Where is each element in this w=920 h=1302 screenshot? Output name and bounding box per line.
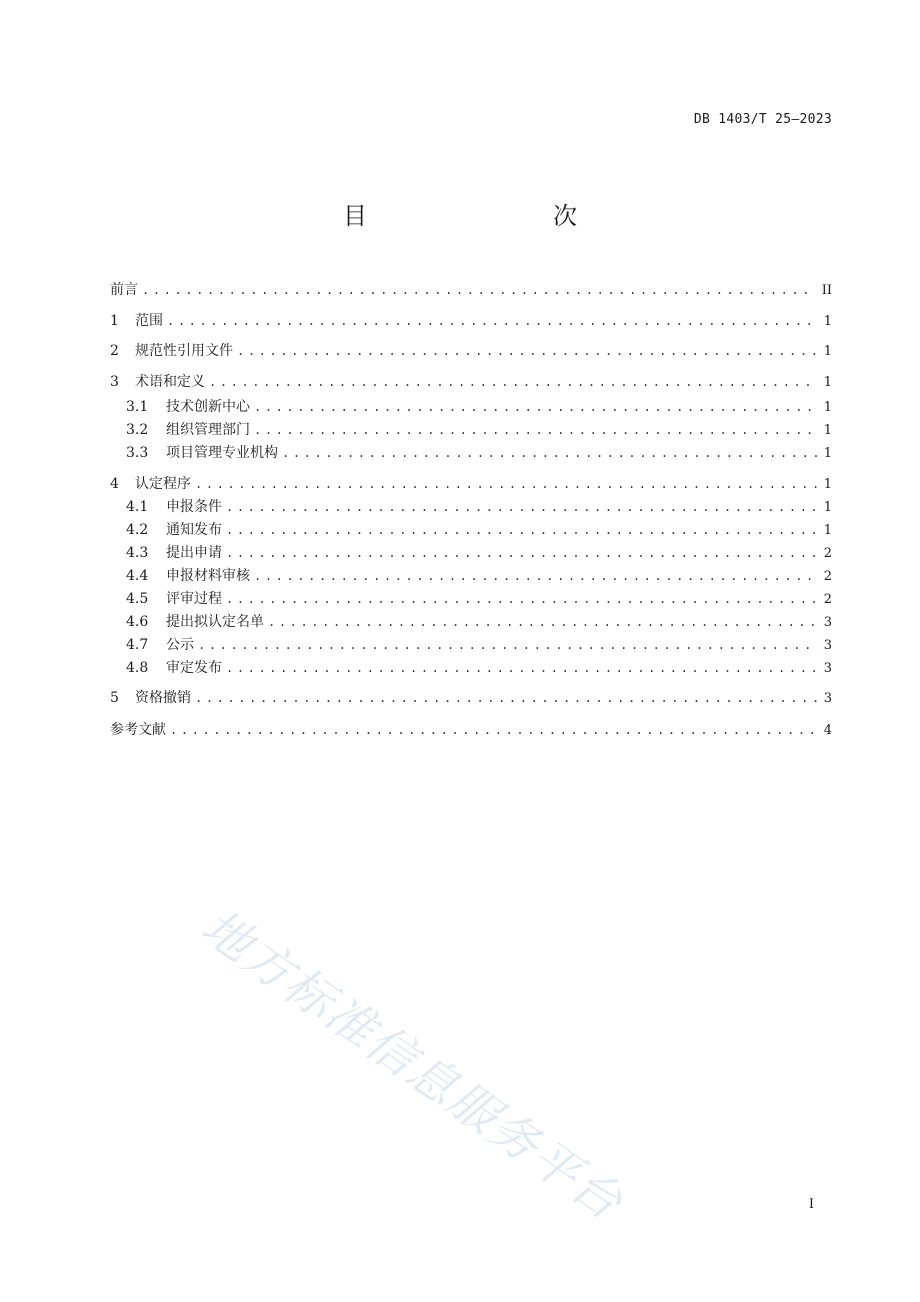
toc-dot-leader: [226, 543, 818, 563]
toc-entry-page: 4: [823, 723, 832, 738]
toc-entry-label: 评审过程: [166, 591, 222, 607]
toc-dot-leader: [282, 443, 818, 463]
page-number: I: [808, 1197, 814, 1212]
toc-entry-number: 5: [110, 690, 119, 706]
toc-entry-page: 3: [823, 691, 832, 706]
toc-entry-label: 审定发布: [166, 660, 222, 676]
toc-entry[interactable]: [126, 443, 832, 463]
toc-entry-page: 1: [823, 400, 832, 415]
toc-entry-page: 1: [823, 446, 832, 461]
toc-entry[interactable]: [126, 635, 832, 655]
toc-dot-leader: [226, 589, 818, 609]
toc-entry-number: 4.1: [126, 499, 149, 515]
toc-entry[interactable]: [126, 612, 832, 632]
toc-dot-leader: [209, 372, 818, 392]
toc-dot-leader: [237, 341, 818, 361]
toc-dot-leader: [142, 280, 816, 300]
toc-entry-label: 申报材料审核: [166, 568, 250, 584]
toc-entry[interactable]: [126, 589, 832, 609]
toc-entry-number: 4.4: [126, 568, 149, 584]
toc-dot-leader: [254, 566, 818, 586]
toc-entry-page: 2: [823, 592, 832, 607]
toc-entry-label: 技术创新中心: [166, 399, 250, 415]
toc-entry-number: 3.3: [126, 445, 149, 461]
toc-entry[interactable]: [126, 566, 832, 586]
toc-dot-leader: [198, 635, 818, 655]
toc-entry-label: 前言: [110, 282, 138, 298]
toc-entry-number: 4.8: [126, 660, 149, 676]
toc-entry-number: 4: [110, 476, 119, 492]
toc-entry-number: 3.2: [126, 422, 149, 438]
toc-entry-page: 2: [823, 546, 832, 561]
page-title: 目 次: [343, 202, 623, 230]
toc-entry-page: II: [821, 283, 832, 298]
toc-dot-leader: [195, 474, 818, 494]
toc-entry-label: 公示: [166, 637, 194, 653]
toc-dot-leader: [254, 397, 818, 417]
toc-dot-leader: [195, 688, 818, 708]
toc-entry[interactable]: [126, 543, 832, 563]
toc-entry[interactable]: [126, 520, 832, 540]
toc-entry-number: 4.5: [126, 591, 149, 607]
toc-entry-number: 4.3: [126, 545, 149, 561]
toc-entry-page: 3: [823, 615, 832, 630]
toc-dot-leader: [167, 311, 818, 331]
toc-dot-leader: [226, 497, 818, 517]
toc-entry[interactable]: [110, 474, 832, 494]
toc-entry-page: 1: [823, 375, 832, 390]
toc-entry-label: 规范性引用文件: [135, 343, 233, 359]
toc-entry[interactable]: [126, 658, 832, 678]
toc-entry-label: 提出申请: [166, 545, 222, 561]
toc-entry-number: 4.7: [126, 637, 149, 653]
toc-entry[interactable]: [110, 280, 832, 300]
toc-entry[interactable]: [110, 311, 832, 331]
toc-entry-page: 3: [823, 638, 832, 653]
toc-entry-page: 1: [823, 477, 832, 492]
toc-entry-page: 1: [823, 523, 832, 538]
toc-entry-page: 1: [823, 314, 832, 329]
toc-entry-number: 3.1: [126, 399, 149, 415]
toc-entry-label: 组织管理部门: [166, 422, 250, 438]
toc-dot-leader: [226, 658, 818, 678]
toc-entry-number: 2: [110, 343, 119, 359]
toc-entry[interactable]: [126, 397, 832, 417]
toc-entry-label: 认定程序: [135, 476, 191, 492]
toc-dot-leader: [170, 720, 818, 740]
toc-entry-label: 提出拟认定名单: [166, 614, 264, 630]
toc-entry[interactable]: [110, 372, 832, 392]
toc-entry-number: 4.6: [126, 614, 149, 630]
toc-entry-label: 项目管理专业机构: [166, 445, 278, 461]
toc-entry-page: 2: [823, 569, 832, 584]
toc-entry[interactable]: [126, 420, 832, 440]
toc-entry[interactable]: [110, 688, 832, 708]
toc-entry-label: 术语和定义: [135, 374, 205, 390]
toc-entry-number: 3: [110, 374, 119, 390]
toc-entry-page: 1: [823, 500, 832, 515]
toc-entry[interactable]: [110, 341, 832, 361]
toc-entry-label: 通知发布: [166, 522, 222, 538]
toc-entry-label: 范围: [135, 313, 163, 329]
toc-dot-leader: [226, 520, 818, 540]
toc-dot-leader: [254, 420, 818, 440]
toc-entry[interactable]: [110, 720, 832, 740]
toc-entry-label: 申报条件: [166, 499, 222, 515]
toc-entry-number: 1: [110, 313, 119, 329]
toc-entry-label: 参考文献: [110, 722, 166, 738]
toc-entry-number: 4.2: [126, 522, 149, 538]
toc-entry-page: 3: [823, 661, 832, 676]
toc-dot-leader: [268, 612, 818, 632]
toc-entry-page: 1: [823, 344, 832, 359]
watermark: 地方标准信息服务平台: [191, 899, 634, 1232]
toc-entry-page: 1: [823, 423, 832, 438]
toc-entry-label: 资格撤销: [135, 690, 191, 706]
document-code: DB 1403/T 25—2023: [693, 112, 832, 127]
toc-entry[interactable]: [126, 497, 832, 517]
